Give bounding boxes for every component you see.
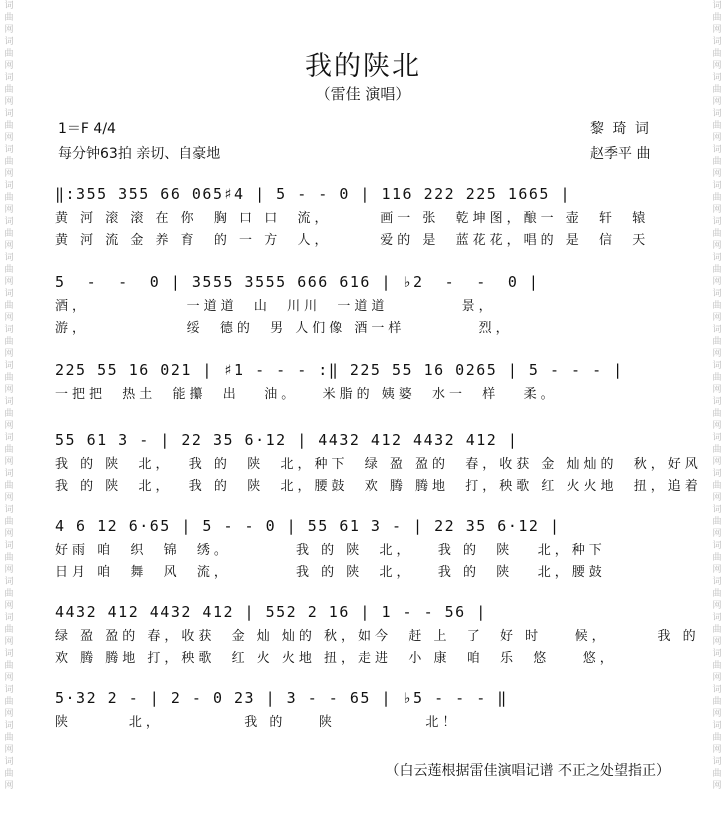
watermark-char: 词 [712,613,722,623]
watermark-char: 曲 [4,13,14,23]
watermark-char: 词 [712,253,722,263]
watermark-char: 网 [712,277,722,287]
watermark-char: 曲 [4,229,14,239]
watermark-char: 词 [712,649,722,659]
watermark-char: 曲 [712,265,722,275]
watermark-char: 曲 [4,49,14,59]
watermark-char: 词 [4,433,14,443]
watermark-char: 词 [4,397,14,407]
watermark-char: 词 [4,289,14,299]
lyric-verse-1: 我 的 陕 北， 我 的 陕 北，种下 绿 盈 盈的 春，收获 金 灿灿的 秋，好风 [55,457,702,472]
watermark-char: 曲 [4,553,14,563]
watermark-char: 词 [4,1,14,11]
score-line-4 [55,426,702,498]
watermark-char: 词 [712,181,722,191]
watermark-char: 曲 [4,769,14,779]
lyric-verse-2: 黄 河 流 金 养 育 的 一 方 人， 爱的 是 蓝花花，唱的 是 信 天 [55,233,650,248]
watermark-char: 曲 [4,121,14,131]
watermark-char: 网 [712,313,722,323]
watermark-char: 曲 [712,409,722,419]
watermark-char: 词 [712,37,722,47]
song-title: 我的陕北 [305,51,421,82]
watermark-char: 曲 [712,625,722,635]
notation-line: 4432 412 4432 412 | 552 2 16 | 1 - - 56 | [55,603,487,621]
watermark-char: 网 [4,637,14,647]
watermark-char: 词 [4,721,14,731]
watermark-char: 曲 [4,301,14,311]
watermark-char: 网 [712,169,722,179]
watermark-char: 网 [712,205,722,215]
watermark-char: 词 [712,469,722,479]
watermark-char: 曲 [4,517,14,527]
lyric-verse-1: 酒， 一道道 山 川川 一道道 景， [55,299,496,314]
watermark-char: 网 [4,133,14,143]
watermark-char: 曲 [4,409,14,419]
key-signature: 1＝F 4/4 [58,121,116,137]
watermark-char: 词 [4,253,14,263]
watermark-char: 词 [712,325,722,335]
watermark-char: 词 [4,37,14,47]
watermark-char: 曲 [712,661,722,671]
watermark-char: 曲 [712,85,722,95]
watermark-char: 曲 [712,589,722,599]
watermark-char: 词 [712,433,722,443]
watermark-char: 曲 [4,157,14,167]
watermark-char: 网 [712,565,722,575]
watermark-char: 曲 [4,481,14,491]
watermark-char: 词 [712,73,722,83]
watermark-char: 曲 [4,589,14,599]
watermark-char: 网 [712,385,722,395]
watermark-char: 网 [712,637,722,647]
score-line-5 [55,512,675,584]
watermark-char: 词 [4,109,14,119]
watermark-char: 网 [712,709,722,719]
watermark-char: 网 [4,457,14,467]
watermark-char: 曲 [4,733,14,743]
watermark-char: 词 [712,1,722,11]
watermark-char: 词 [712,685,722,695]
watermark-char: 网 [4,745,14,755]
watermark-char: 词 [4,649,14,659]
watermark-char: 曲 [712,229,722,239]
watermark-char: 网 [4,421,14,431]
notation-line: 5 - - 0 | 3555 3555 666 616 | ♭2 - - 0 | [55,273,540,291]
watermark-char: 网 [4,61,14,71]
watermark-char: 曲 [4,265,14,275]
watermark-left [2,0,16,792]
watermark-char: 词 [4,181,14,191]
watermark-char: 词 [4,361,14,371]
watermark-char: 词 [4,685,14,695]
watermark-char: 网 [4,277,14,287]
composer-credit: 赵季平 曲 [590,146,651,162]
watermark-char: 网 [4,97,14,107]
watermark-char: 网 [4,313,14,323]
score-line-3 [55,356,675,406]
notation-line: 5·32 2 - | 2 - 0 23 | 3 - - 65 | ♭5 - - - ‖ [55,689,508,707]
watermark-char: 网 [4,169,14,179]
watermark-char: 曲 [712,733,722,743]
lyric-verse-1: 绿 盈 盈的 春，收获 金 灿 灿的 秋，如今 赶 上 了 好 时 候， 我 的 [55,629,700,644]
watermark-right [710,0,724,792]
watermark-char: 网 [712,241,722,251]
watermark-char: 网 [712,601,722,611]
watermark-char: 词 [4,217,14,227]
watermark-char: 网 [712,25,722,35]
watermark-char: 词 [4,145,14,155]
watermark-char: 词 [4,613,14,623]
watermark-char: 曲 [712,157,722,167]
watermark-char: 曲 [712,373,722,383]
watermark-char: 曲 [712,301,722,311]
lyric-verse-1: 黄 河 滚 滚 在 你 胸 口 口 流， 画一 张 乾坤图，酿一 壶 轩 辕 [55,211,650,226]
watermark-char: 词 [4,73,14,83]
watermark-char: 网 [712,493,722,503]
watermark-char: 曲 [712,697,722,707]
watermark-char: 词 [712,109,722,119]
watermark-char: 词 [712,577,722,587]
watermark-char: 曲 [712,13,722,23]
watermark-char: 网 [712,529,722,539]
watermark-char: 词 [712,361,722,371]
watermark-char: 网 [4,529,14,539]
watermark-char: 网 [712,421,722,431]
watermark-char: 网 [4,241,14,251]
watermark-char: 词 [4,541,14,551]
watermark-char: 网 [712,745,722,755]
watermark-char: 曲 [4,661,14,671]
watermark-char: 网 [4,709,14,719]
watermark-char: 曲 [4,193,14,203]
watermark-char: 曲 [4,337,14,347]
watermark-char: 词 [4,757,14,767]
watermark-char: 曲 [712,553,722,563]
watermark-char: 词 [712,541,722,551]
watermark-char: 曲 [712,337,722,347]
watermark-char: 网 [4,565,14,575]
watermark-char: 词 [712,397,722,407]
watermark-char: 词 [712,217,722,227]
watermark-char: 词 [4,577,14,587]
watermark-char: 曲 [712,49,722,59]
watermark-char: 曲 [712,445,722,455]
transcription-note: （白云莲根据雷佳演唱记谱 不正之处望指正） [385,763,670,779]
watermark-char: 曲 [712,121,722,131]
lyric-verse-1: 一把把 热土 能攥 出 油。 米脂的 姨婆 水一 样 柔。 [55,387,558,402]
watermark-char: 网 [4,493,14,503]
watermark-char: 词 [712,505,722,515]
notation-line: 225 55 16 021 | ♯1 - - - :‖ 225 55 16 0265 | 5 - - - | [55,361,624,379]
lyric-verse-2: 我 的 陕 北， 我 的 陕 北，腰鼓 欢 腾 腾地 打，秧歌 红 火火地 扭，追着 [55,479,702,494]
notation-line: ‖:355 355 66 065♯4 | 5 - - 0 | 116 222 225 1665 | [55,185,572,203]
watermark-char: 网 [4,205,14,215]
notation-line: 4 6 12 6·65 | 5 - - 0 | 55 61 3 - | 22 35 6·12 | [55,517,561,535]
watermark-char: 词 [4,325,14,335]
watermark-char: 网 [4,673,14,683]
score-line-2 [55,268,675,340]
score-line-6 [55,598,700,670]
watermark-char: 曲 [4,373,14,383]
lyric-verse-2: 日月 咱 舞 风 流， 我 的 陕 北， 我 的 陕 北，腰鼓 [55,565,606,580]
watermark-char: 网 [712,133,722,143]
watermark-char: 网 [4,781,14,791]
watermark-char: 网 [712,61,722,71]
notation-line: 55 61 3 - | 22 35 6·12 | 4432 412 4432 412 | [55,431,519,449]
lyric-verse-1: 陕 北， 我 的 陕 北！ [55,715,460,730]
watermark-char: 曲 [712,193,722,203]
watermark-char: 词 [712,145,722,155]
watermark-char: 词 [4,469,14,479]
song-subtitle: （雷佳 演唱） [315,85,411,103]
watermark-char: 网 [712,349,722,359]
watermark-char: 词 [712,757,722,767]
watermark-char: 网 [4,349,14,359]
watermark-char: 网 [712,781,722,791]
watermark-char: 网 [4,25,14,35]
watermark-char: 词 [4,505,14,515]
watermark-char: 词 [712,721,722,731]
score-line-1 [55,180,675,252]
watermark-char: 词 [712,289,722,299]
lyricist-credit: 黎 琦 词 [590,121,651,137]
watermark-char: 曲 [4,625,14,635]
watermark-char: 曲 [4,445,14,455]
lyric-verse-1: 好雨 咱 织 锦 绣。 我 的 陕 北， 我 的 陕 北，种下 [55,543,606,558]
watermark-char: 曲 [712,517,722,527]
watermark-char: 曲 [4,85,14,95]
lyric-verse-2: 游， 绥 德的 男 人们像 酒一样 烈， [55,321,513,336]
tempo-marking: 每分钟63拍 亲切、自豪地 [58,146,221,162]
watermark-char: 网 [4,385,14,395]
watermark-char: 网 [4,601,14,611]
watermark-char: 曲 [4,697,14,707]
score-line-7 [55,684,675,734]
watermark-char: 网 [712,97,722,107]
lyric-verse-2: 欢 腾 腾地 打，秧歌 红 火 火地 扭，走进 小 康 咱 乐 悠 悠， [55,651,617,666]
watermark-char: 曲 [712,481,722,491]
watermark-char: 曲 [712,769,722,779]
watermark-char: 网 [712,457,722,467]
watermark-char: 网 [712,673,722,683]
